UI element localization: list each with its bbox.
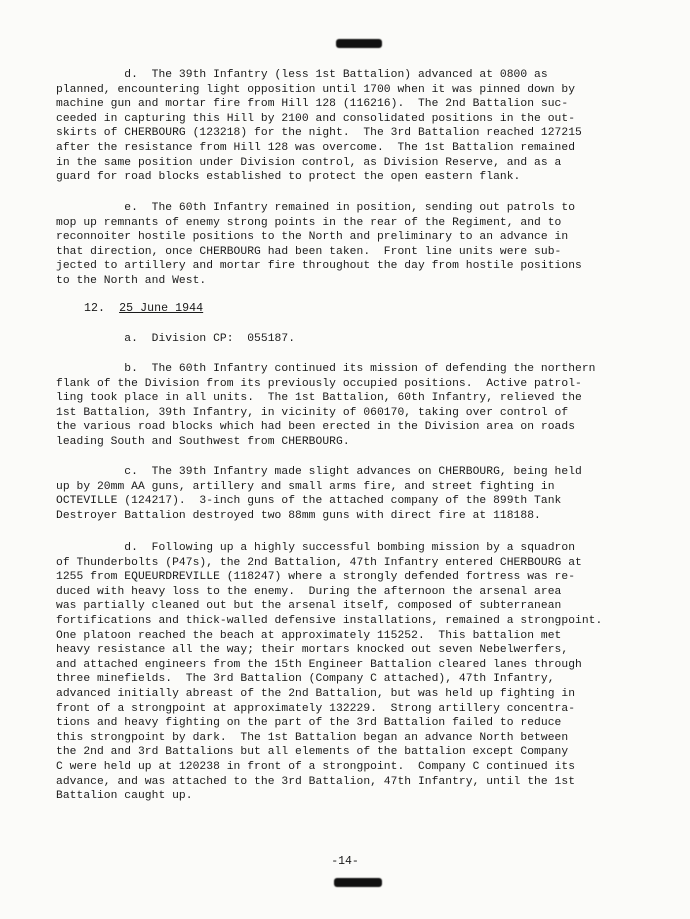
paragraph-line: of Thunderbolts (P47s), the 2nd Battalion, 47th Infantry entered CHERBOURG at: [56, 556, 582, 569]
page-number: -14-: [331, 855, 359, 868]
paragraph-line: One platoon reached the beach at approximately 115252. This battalion met: [56, 629, 562, 642]
paragraph-line: advance, and was attached to the 3rd Battalion, 47th Infantry, until the 1st: [56, 775, 576, 788]
paragraph-line: advanced initially abreast of the 2nd Battalion, but was held up fighting in: [56, 688, 576, 700]
paragraph-line: and attached engineers from the 15th Engineer Battalion cleared lanes through: [56, 658, 582, 671]
paragraph-line: three minefields. The 3rd Battalion (Company C attached), 47th Infantry,: [56, 673, 555, 686]
paragraph-line: ceeded in capturing this Hill by 2100 and consolidated positions in the out-: [56, 112, 576, 125]
paragraph-line: in the same position under Division control, as Division Reserve, and as a: [56, 156, 562, 169]
paragraph-line: front of a strongpoint at approximately 132229. Strong artillery concentra-: [56, 702, 576, 715]
paragraph-line: machine gun and mortar fire from Hill 128 (116216). The 2nd Battalion suc-: [56, 98, 569, 111]
paragraph-line: OCTEVILLE (124217). 3-inch guns of the attached company of the 899th Tank: [56, 495, 562, 508]
paragraph-line: tions and heavy fighting on the part of the 3rd Battalion failed to reduce: [56, 717, 562, 730]
paragraph-line: 1st Battalion, 39th Infantry, in vicinity of 060170, taking over control of: [56, 406, 569, 419]
paragraph-line: after the resistance from Hill 128 was overcome. The 1st Battalion remained: [56, 142, 576, 154]
paragraph-line: guard for road blocks established to protect the open eastern flank.: [56, 171, 521, 184]
paragraph-line: e. The 60th Infantry remained in position, sending out patrols to: [56, 202, 576, 214]
paragraph-line: a. Division CP: 055187.: [56, 333, 296, 345]
paragraph-line: d. The 39th Infantry (less 1st Battalion) advanced at 0800 as: [56, 69, 548, 81]
section-number: 12.: [56, 302, 106, 315]
paragraph-line: was partially cleaned out but the arsenal itself, composed of subterranean: [56, 600, 562, 613]
paragraph-line: Destroyer Battalion destroyed two 88mm guns with direct fire at 118188.: [56, 509, 541, 522]
section-date: 25 June 1944: [119, 302, 204, 315]
paragraph-line: the various road blocks which had been erected in the Division area on roads: [56, 421, 576, 434]
paragraph-line: up by 20mm AA guns, artillery and small arms fire, and street fighting in: [56, 480, 555, 493]
paragraph-line: heavy resistance all the way; their mortars knocked out seven Nebelwerfers,: [56, 644, 569, 657]
paragraph-line: planned, encountering light opposition until 1700 when it was pinned down by: [56, 83, 576, 96]
paragraph-line: leading South and Southwest from CHERBOURG.: [56, 436, 350, 448]
paragraph-line: reconnoiter hostile positions to the North and preliminary to an advance in: [56, 231, 569, 244]
paragraph-line: that direction, once CHERBOURG had been taken. Front line units were sub-: [56, 245, 562, 258]
paragraph-line: skirts of CHERBOURG (123218) for the night. The 3rd Battalion reached 127215: [56, 127, 582, 140]
paragraph-line: fortifications and thick-walled defensive installations, remained a strongpoint.: [56, 615, 603, 627]
paragraph-line: Battalion caught up.: [56, 790, 193, 803]
redaction-mark-top: [336, 39, 382, 48]
paragraph-line: this strongpoint by dark. The 1st Battalion began an advance North between: [56, 731, 569, 744]
paragraph-line: b. The 60th Infantry continued its mission of defending the northern: [56, 363, 596, 375]
paragraph-line: to the North and West.: [56, 275, 207, 287]
paragraph-line: duced with heavy loss to the enemy. During the afternoon the arsenal area: [56, 585, 562, 598]
paragraph-line: C were held up at 120238 in front of a strongpoint. Company C continued its: [56, 761, 576, 773]
paragraph-line: flank of the Division from its previously occupied positions. Active patrol-: [56, 377, 582, 390]
paragraph-line: mop up remnants of enemy strong points in the rear of the Regiment, and to: [56, 216, 562, 229]
section-heading: [56, 302, 203, 316]
redaction-mark-bottom: [334, 878, 382, 887]
paragraph-line: the 2nd and 3rd Battalions but all elements of the battalion except Company: [56, 746, 569, 759]
paragraph-line: ling took place in all units. The 1st Battalion, 60th Infantry, relieved the: [56, 392, 582, 405]
paragraph-line: 1255 from EQUEURDREVILLE (118247) where a strongly defended fortress was re-: [56, 571, 576, 584]
paragraph-line: jected to artillery and mortar fire throughout the day from hostile positions: [56, 260, 582, 273]
paragraph-line: d. Following up a highly successful bombing mission by a squadron: [56, 542, 576, 554]
paragraph-line: c. The 39th Infantry made slight advances on CHERBOURG, being held: [56, 466, 582, 478]
